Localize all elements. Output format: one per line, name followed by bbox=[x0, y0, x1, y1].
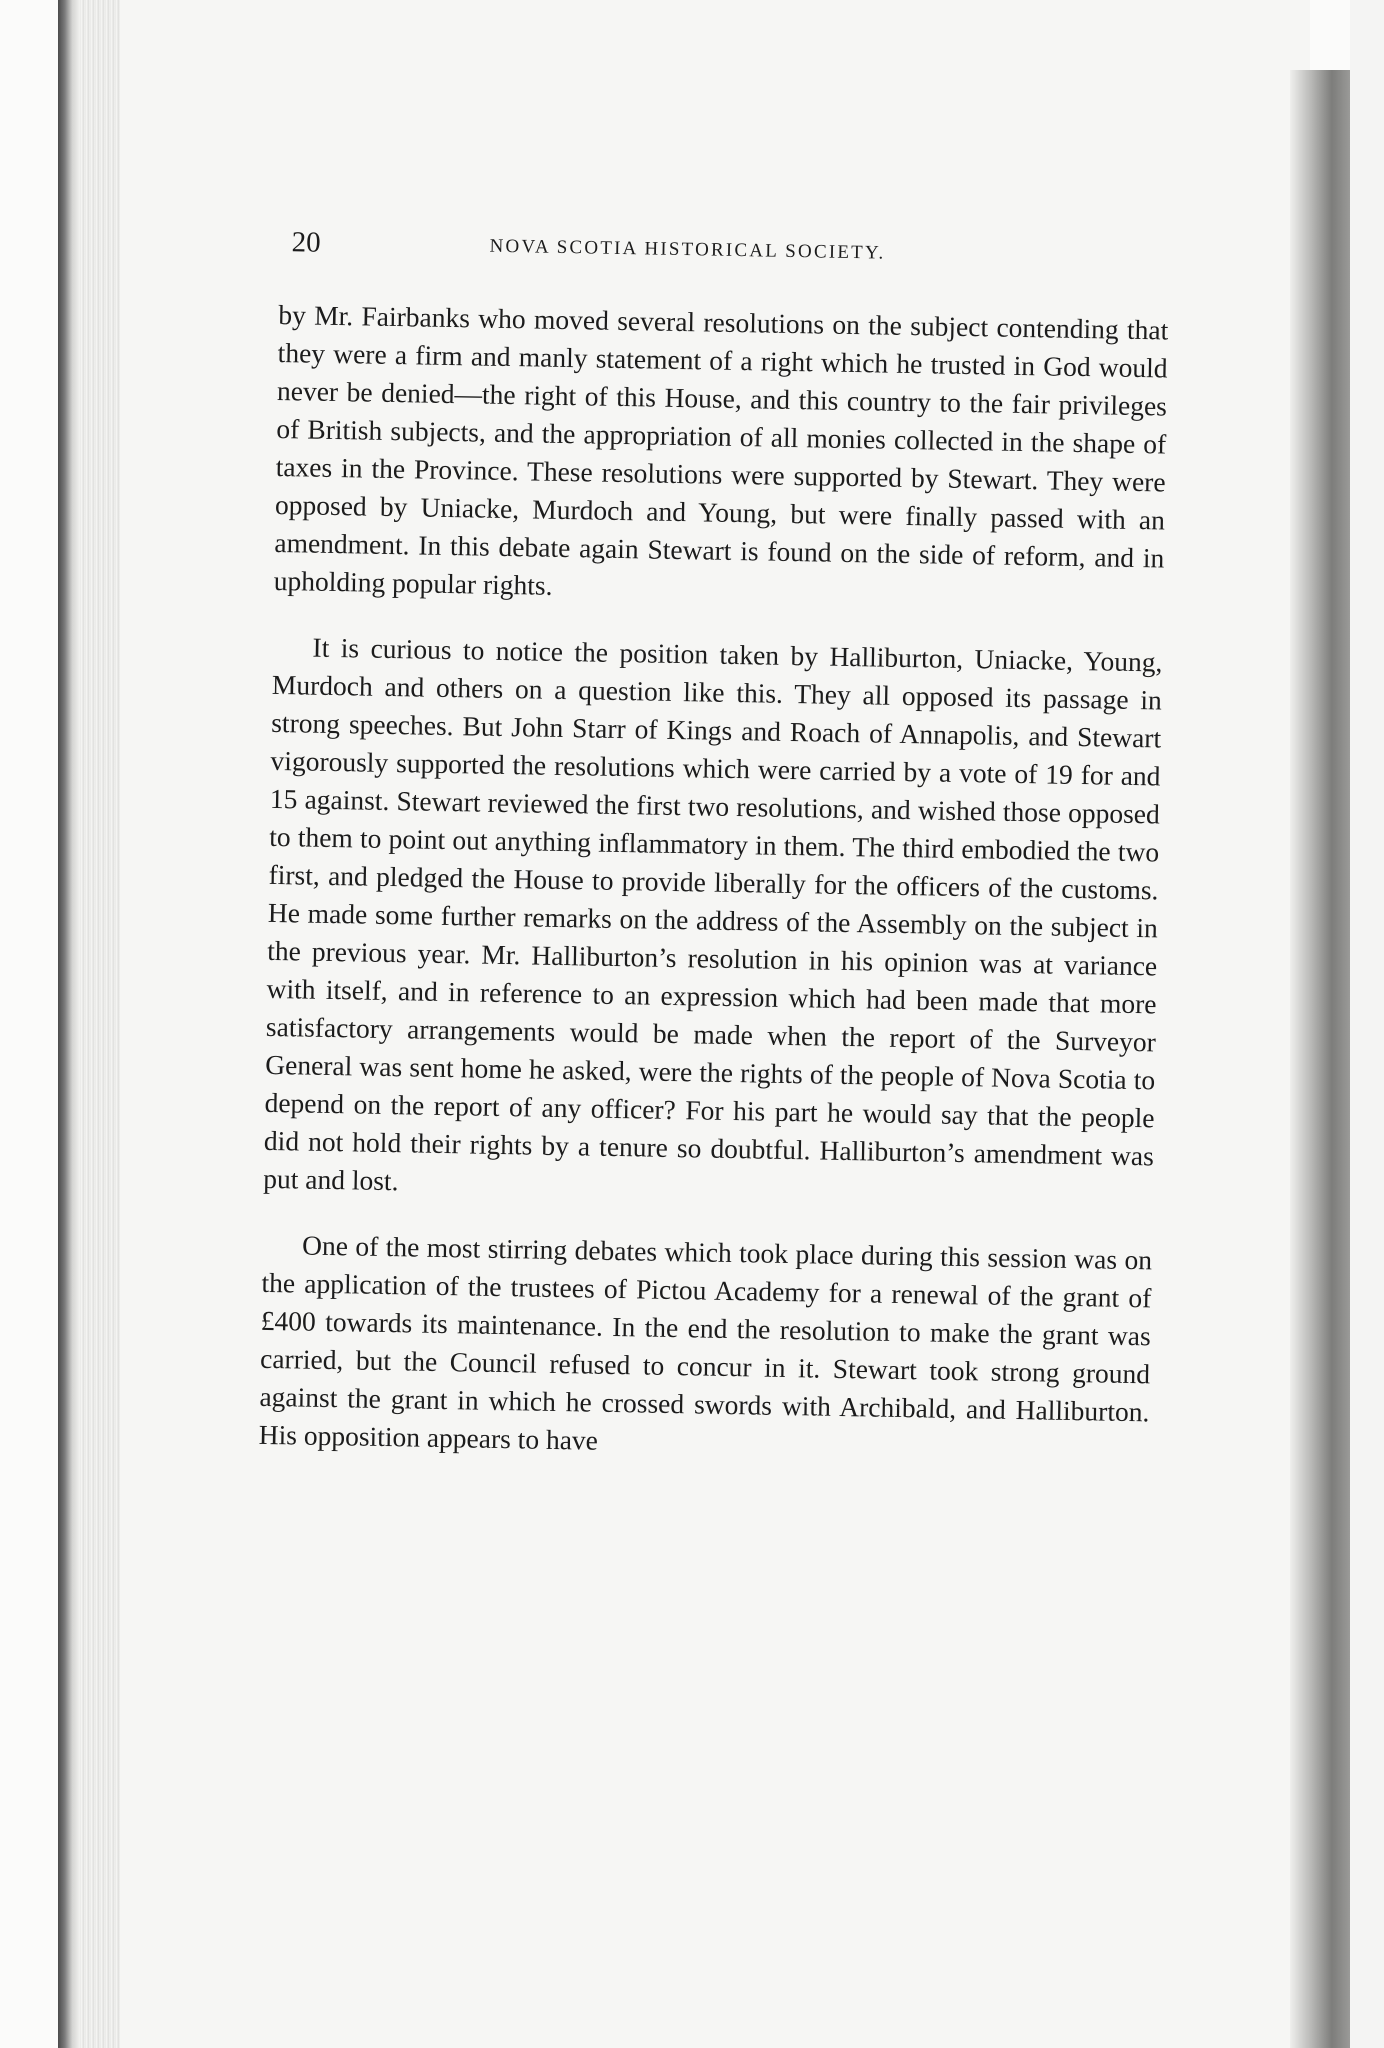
paragraph-pictou-academy: One of the most stirring debates which took place during this session was on the application of the trustees of Pictou Academy for a renewal of the grant of £400 towards its maintenance. In the end the resolution to make the grant was carried, but the Council refused to concur in it. Stewart took strong ground against the grant in which he crossed swords with Archibald, and Halliburton. His opposition appears to have bbox=[258, 1229, 1153, 1456]
paragraph-halliburton-debate: It is curious to notice the position taken by Halliburton, Uniacke, Young, Murdoch and others on a question like this. They all opposed its passage in strong speeches. But John Starr of Kings and Roach of Annapolis, and Stewart vigorously supported the resolutions which were carried by a vote of 19 for and 15 against. Stewart reviewed the first two resolutions, and wished those opposed to them to point out anything inflammatory in them. The third embodied the two first, and pledged the House to provide liberally for the officers of the customs. He made some further remarks on the address of the Assembly on the subject in the previous year. Mr. Halliburton’s resolution in his opinion was at variance with itself, and in reference to an expression which had been made that more satisfactory arrangements would be made when the report of the Surveyor General was sent home he asked, were the rights of the people of Nova Scotia to depend on the report of any officer? For his part he would say that the people did not hold their rights by a tenure so doubtful. Halliburton’s amendment was put and lost. bbox=[263, 631, 1163, 1197]
running-title: NOVA SCOTIA HISTORICAL SOCIETY. bbox=[489, 235, 886, 264]
book-page-edges bbox=[58, 0, 80, 2048]
book-page-stack bbox=[80, 0, 120, 2048]
page-number: 20 bbox=[291, 226, 321, 259]
paragraph-continuation: by Mr. Fairbanks who moved several resolutions on the subject contending that they were a firm and manly statement of a right which he trusted in God would never be denied—the right of this House, and this country to the fair privileges of British subjects, and the appropriation of all monies collected in the shape of taxes in the Province. These resolutions were supported by Stewart. They were opposed by Uniacke, Murdoch and Young, but were finally passed with an amendment. In this debate again Stewart is found on the side of reform, and in upholding popular rights. bbox=[273, 298, 1169, 601]
page-content bbox=[258, 222, 1170, 1497]
spine-shadow bbox=[1290, 70, 1350, 2048]
right-margin bbox=[1350, 0, 1384, 2048]
